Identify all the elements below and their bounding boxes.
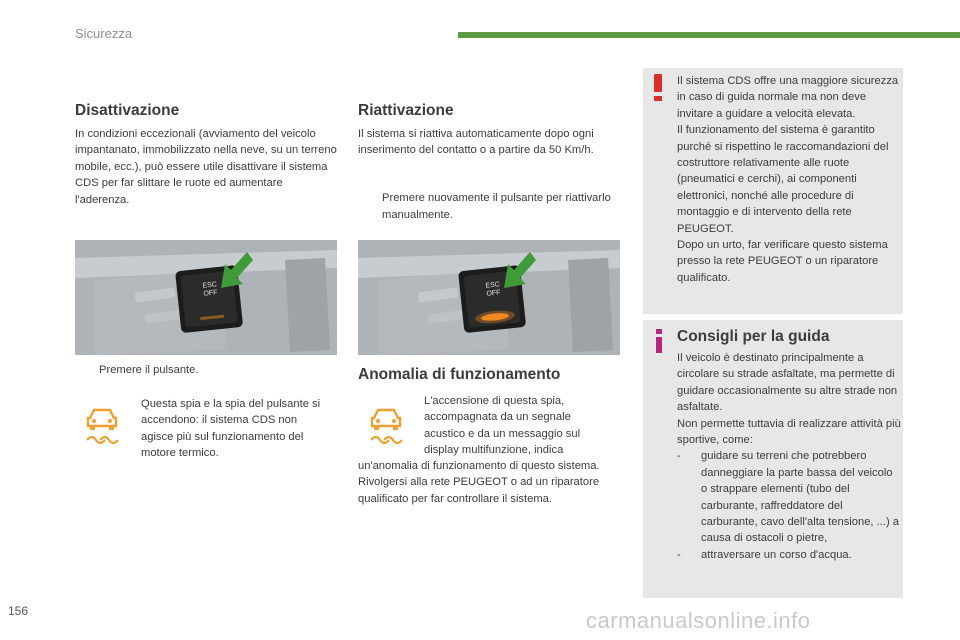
button-label: ESC OFF xyxy=(485,281,501,298)
section-color-bar xyxy=(458,32,960,38)
photo-button-on xyxy=(358,240,620,355)
watermark: carmanualsonline.info xyxy=(586,608,811,633)
list-item: - attraversare un corso d'acqua. xyxy=(677,548,852,561)
press-button-step: Premere il pulsante. xyxy=(99,364,199,376)
section-title: Sicurezza xyxy=(75,26,133,41)
reactivate-step: Premere nuovamente il pulsante per riattivarlo manualmente. xyxy=(382,192,611,221)
heading-malfunction: Anomalia di funzionamento xyxy=(358,366,561,383)
cds-warning-lamp-icon xyxy=(84,404,120,451)
list-item: - guidare su terreni che potrebbero danneggiare la parte bassa del veicolo o strappare elementi (tubo del carburante, raffreddatore del carburante, cavo dell'alta tensione, ...) a causa di ostacoli o pietre, xyxy=(677,450,900,545)
button-label: ESC OFF xyxy=(202,281,218,298)
tips-box-text: Il veicolo è destinato principalmente a circolare su strade asfaltate, ma permette di guidare occasionalmente su altre strade non asfaltate. Non permette tuttavia di realizzare attività più sportive, come: - guidare su terreni che potrebbero danneggiare la parte bassa del veicolo o strappare elementi (tubo del carburante, raffreddatore del carburante, cavo dell'alta tensione, ...) a causa di ostacoli o pietre, - attraversare un corso d'acqua. xyxy=(677,350,901,563)
warning-exclamation-dot xyxy=(654,96,662,101)
warning-box-text: Il sistema CDS offre una maggiore sicurezza in caso di guida normale ma non deve invitare a guidare a velocità elevata. Il funzionamento del sistema è garantito purché si rispettino le raccomandazioni del costruttore relativamente alle ruote (pneumatici e cerchi), ai componenti elettronici, nonché alle procedure di montaggio e di intervento della rete PEUGEOT. Dopo un urto, far verificare questo sistema presso la rete PEUGEOT o un riparatore qualificato. xyxy=(677,75,899,284)
photo-button-off xyxy=(75,240,337,355)
cds-warning-lamp-icon xyxy=(368,404,404,451)
heading-deactivation: Disattivazione xyxy=(75,102,180,119)
malfunction-text-indented: L'accensione di questa spia, accompagnata da un segnale acustico e da un messaggio sul display multifunzione, indica xyxy=(424,395,581,457)
tips-heading: Consigli per la guida xyxy=(677,328,830,345)
info-icon-dot xyxy=(656,329,662,334)
deactivation-paragraph: In condizioni eccezionali (avviamento del veicolo impantanato, immobilizzato nella neve, su un terreno mobile, ecc.), può essere utile disattivare il sistema CDS per far slittare le ruote ed aumentare l'aderenza. xyxy=(75,128,337,206)
heading-reactivation: Riattivazione xyxy=(358,102,454,119)
info-icon xyxy=(656,337,662,353)
malfunction-text: un'anomalia di funzionamento di questo sistema. Rivolgersi alla rete PEUGEOT o ad un riparatore qualificato per far controllare il sistema. xyxy=(358,460,600,505)
reactivation-paragraph: Il sistema si riattiva automaticamente dopo ogni inserimento del contatto o a partire da 50 Km/h. xyxy=(358,128,594,157)
warning-exclamation-icon xyxy=(654,74,662,92)
lamp-on-note: Questa spia e la spia del pulsante si accendono: il sistema CDS non agisce più sul funzionamento del motore termico. xyxy=(141,398,321,460)
page-number: 156 xyxy=(8,604,29,618)
